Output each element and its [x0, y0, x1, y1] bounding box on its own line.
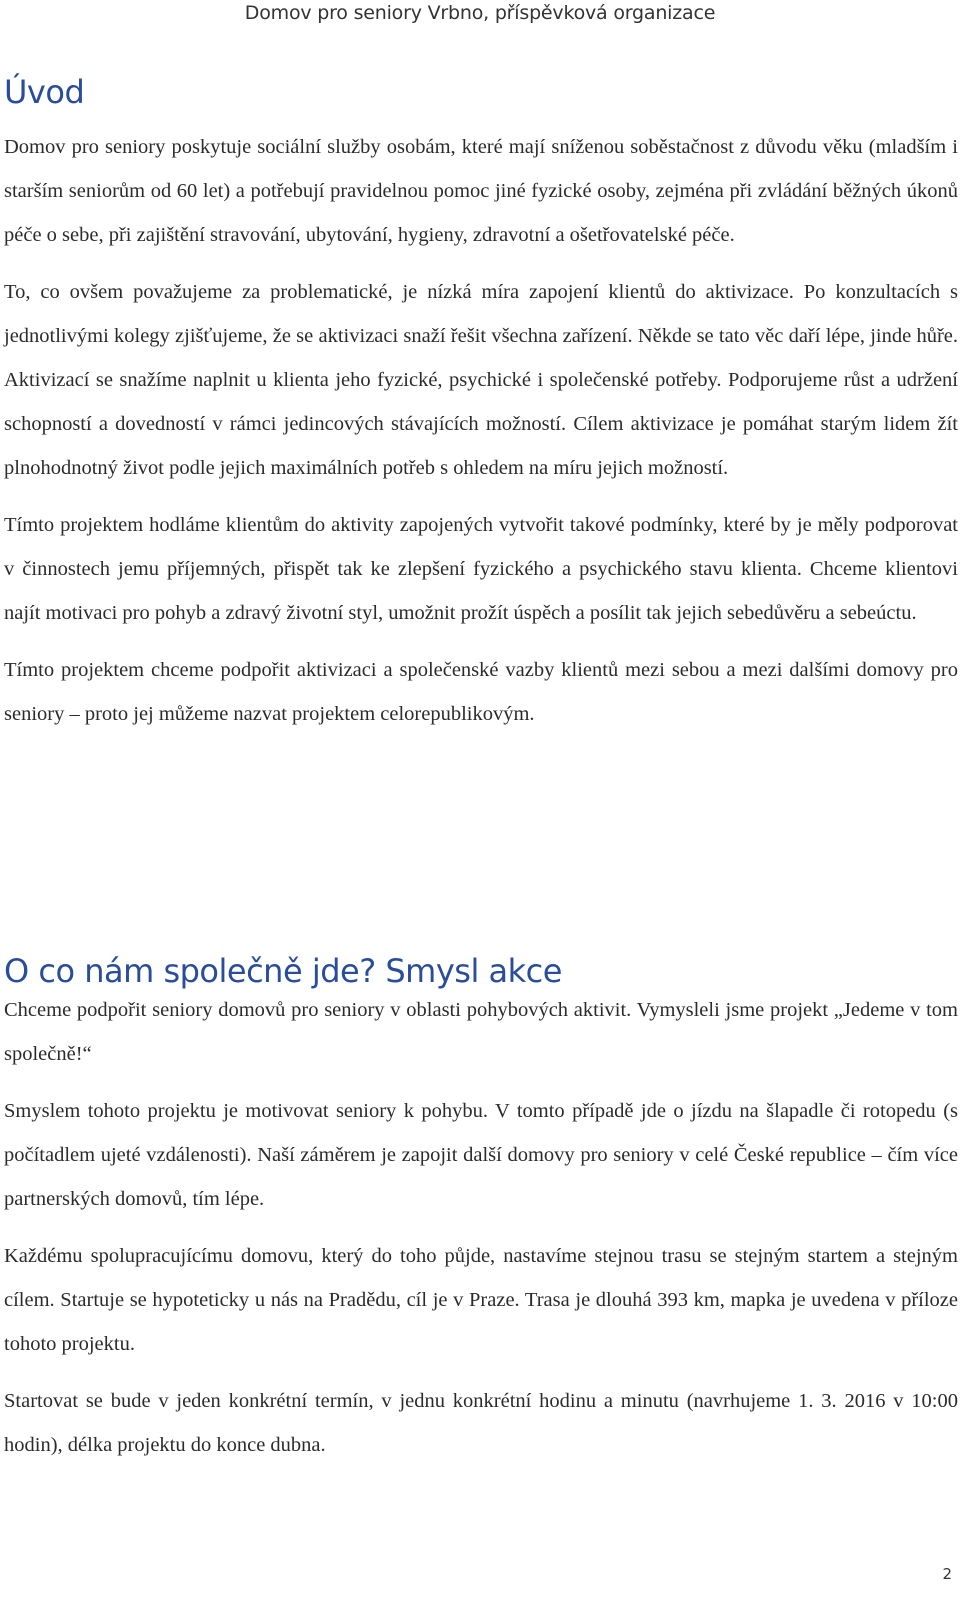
section-heading-smysl: O co nám společně jde? Smysl akce: [4, 952, 562, 990]
paragraph: Tímto projektem chceme podpořit aktivizaci a společenské vazby klientů mezi sebou a mezi dalšími domovy pro seniory – proto jej můžeme nazvat projektem celorepublikovým.: [4, 659, 958, 725]
paragraph: Startovat se bude v jeden konkrétní termín, v jednu konkrétní hodinu a minutu (navrhujeme 1. 3. 2016 v 10:00 hodin), délka projektu do konce dubna.: [4, 1390, 958, 1456]
running-header: Domov pro seniory Vrbno, příspěvková organizace: [244, 2, 716, 24]
paragraph: Každému spolupracujícímu domovu, který do toho půjde, nastavíme stejnou trasu se stejným startem a stejným cílem. Startuje se hypoteticky u nás na Pradědu, cíl je v Praze. Trasa je dlouhá 393 km, mapka je uvedena v příloze tohoto projektu.: [4, 1245, 958, 1355]
paragraph: Domov pro seniory poskytuje sociální služby osobám, které mají sníženou soběstačnost z důvodu věku (mladším i starším seniorům od 60 let) a potřebují pravidelnou pomoc jiné fyzické osoby, zejména při zvládání běžných úkonů péče o sebe, při zajištění stravování, ubytování, hygieny, zdravotní a ošetřovatelské péče.: [4, 136, 958, 246]
paragraph: Tímto projektem hodláme klientům do aktivity zapojených vytvořit takové podmínky, které by je měly podporovat v činnostech jemu příjemných, přispět tak ke zlepšení fyzického a psychického stavu klienta. Chceme klientovi najít motivaci pro pohyb a zdravý životní styl, umožnit prožít úspěch a posílit tak jejich sebedůvěru a sebeúctu.: [4, 514, 958, 624]
page-number: 2: [942, 1565, 952, 1583]
section-uvod-body: [4, 125, 958, 749]
paragraph: Smyslem tohoto projektu je motivovat seniory k pohybu. V tomto případě jde o jízdu na šlapadle či rotopedu (s počítadlem ujeté vzdálenosti). Naší záměrem je zapojit další domovy pro seniory v celé České republice – čím více partnerských domovů, tím lépe.: [4, 1100, 958, 1210]
paragraph: To, co ovšem považujeme za problematické, je nízká míra zapojení klientů do aktivizace. Po konzultacích s jednotlivými kolegy zjišťujeme, že se aktivizaci snaží řešit všechna zařízení. Někde se tato věc daří lépe, jinde hůře. Aktivizací se snažíme naplnit u klienta jeho fyzické, psychické i společenské potřeby. Podporujeme růst a udržení schopností a dovedností v rámci jedincových stávajících možností. Cílem aktivizace je pomáhat starým lidem žít plnohodnotný život podle jejich maximálních potřeb s ohledem na míru jejich možností.: [4, 281, 958, 479]
paragraph: Chceme podpořit seniory domovů pro seniory v oblasti pohybových aktivit. Vymysleli jsme projekt „Jedeme v tom společně!“: [4, 999, 958, 1065]
section-heading-uvod: Úvod: [4, 73, 85, 111]
section-smysl-body: [4, 988, 958, 1480]
